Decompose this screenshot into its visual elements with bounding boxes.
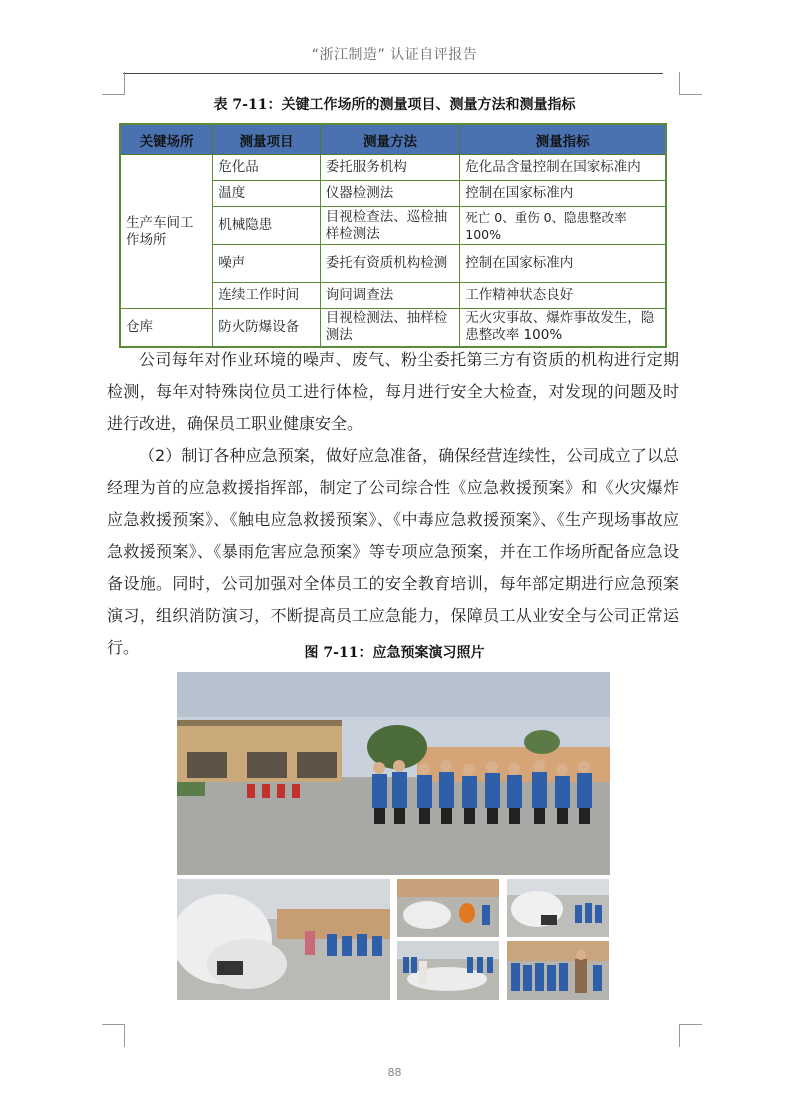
table-caption: 表 7-11：关键工作场所的测量项目、测量方法和测量指标 [213,97,576,113]
cell-method: 委托有资质机构检测 [320,245,459,283]
drill-photo-fire [397,879,499,937]
table-header-row [120,124,666,155]
body-paragraph-1: 公司每年对作业环境的噪声、废气、粉尘委托第三方有资质的机构进行定期检测，每年对特殊岗位员工进行体检，每月进行安全大检查，对发现的问题及时进行改进，确保员工职业健康安全。 [107,350,679,433]
cell-place-workshop: 生产车间工作场所 [120,155,213,309]
corner-mark-bottom-left [102,1024,125,1047]
group-scene-illustration [507,941,609,1000]
cell-indicator: 危化品含量控制在国家标准内 [460,155,666,181]
drill-photo-practice [397,941,499,1000]
cell-item: 温度 [213,181,321,207]
drill-photo-extinguish [507,879,609,937]
cell-indicator: 死亡 0、重伤 0、隐患整改率 100% [460,207,666,245]
cell-method: 目视检查法、巡检抽样检测法 [320,207,459,245]
cell-method: 目视检测法、抽样检测法 [320,309,459,347]
page-number: 88 [387,1066,402,1079]
cell-method: 委托服务机构 [320,155,459,181]
figure-caption: 图 7-11：应急预案演习照片 [304,645,485,661]
measurement-table [119,123,667,348]
header-rule [123,73,663,74]
fire-scene-illustration [397,879,499,937]
drill-photo-group [507,941,609,1000]
table-row [120,155,666,181]
smoke-scene-illustration [177,879,390,1000]
cell-method: 仪器检测法 [320,181,459,207]
body-paragraph-2: （2）制订各种应急预案，做好应急准备，确保经营连续性，公司成立了以总经理为首的应急救援指挥部，制定了公司综合性《应急救援预案》和《火灾爆炸应急救援预案》、《触电应急救援预案》、《中毒应急救援预案》、《生产现场事故应急救援预案》、《暴雨危害应急预案》等专项应急预案，并在工作场所配备应急设备设施。同时，公司加强对全体员工的安全教育培训，每年部定期进行应急预案演习，组织消防演习，不断提高员工应急能力，保障员工从业安全与公司正常运行。 [107,446,679,657]
cell-indicator: 工作精神状态良好 [460,283,666,309]
header-method: 测量方法 [320,124,459,155]
cell-item: 机械隐患 [213,207,321,245]
drill-photo-main [177,672,610,875]
corner-mark-top-left [102,72,125,95]
cell-item: 防火防爆设备 [213,309,321,347]
cell-indicator: 控制在国家标准内 [460,181,666,207]
cell-place-warehouse: 仓库 [120,309,213,347]
corner-mark-bottom-right [679,1024,702,1047]
corner-mark-top-right [679,72,702,95]
drill-photo-smoke [177,879,390,1000]
header-place: 关键场所 [120,124,213,155]
cell-method: 询问调查法 [320,283,459,309]
cell-indicator: 无火灾事故、爆炸事故发生，隐患整改率 100% [460,309,666,347]
cell-indicator: 控制在国家标准内 [460,245,666,283]
header-indicator: 测量指标 [460,124,666,155]
cell-item: 危化品 [213,155,321,181]
cell-item: 噪声 [213,245,321,283]
drill-scene-illustration [177,672,610,875]
practice-scene-illustration [397,941,499,1000]
page-header-title: “浙江制造” 认证自评报告 [311,47,478,63]
cell-item: 连续工作时间 [213,283,321,309]
extinguish-scene-illustration [507,879,609,937]
header-item: 测量项目 [213,124,321,155]
table-row [120,309,666,347]
